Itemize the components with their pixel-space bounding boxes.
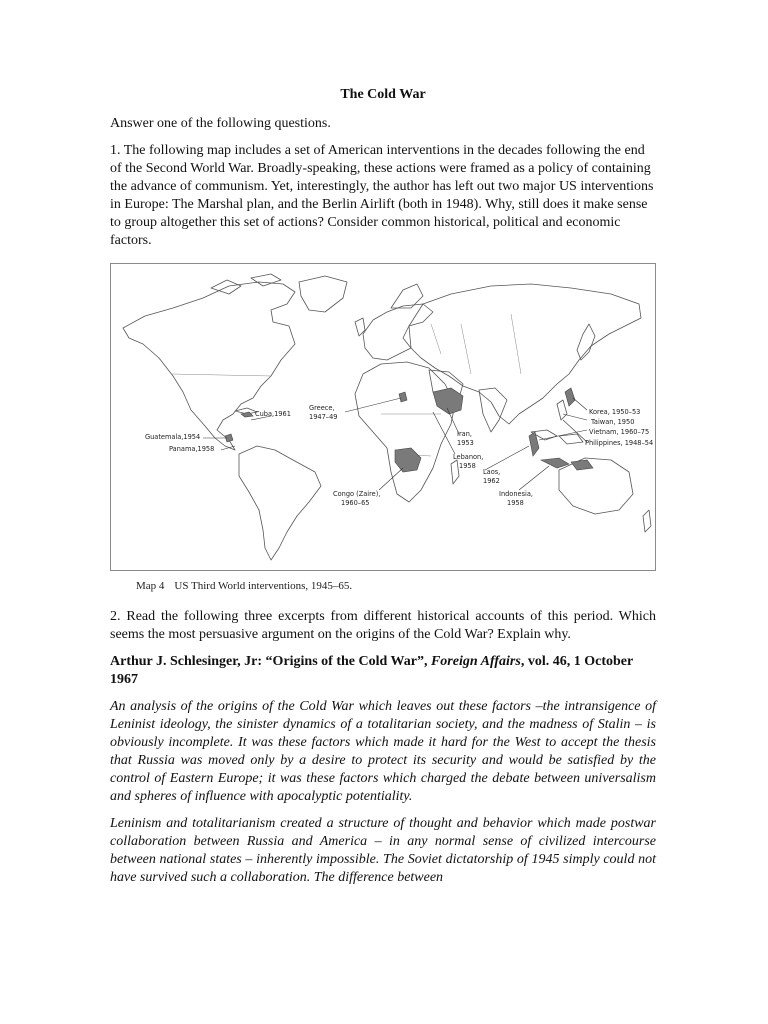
label-taiwan: Taiwan, 1950: [591, 418, 635, 426]
greenland-outline: [299, 276, 347, 312]
leader-taiwan: [563, 414, 587, 420]
label-indonesia-1: Indonesia,: [499, 490, 533, 498]
intervention-map: [110, 263, 656, 571]
label-vietnam: Vietnam, 1960–75: [589, 428, 650, 436]
europe-outline: [363, 304, 433, 360]
label-laos-1: Laos,: [483, 468, 501, 476]
japan-outline: [577, 324, 595, 360]
excerpt-paragraph-1: An analysis of the origins of the Cold War which leaves out these factors –the intransigence of Leninist ideology, the sinister dynamics of a totalitarian society, and the madness of Stalin – is obviously incomplete. It was these factors which made it hard for the West to accept the thesis that Russia was moved only by a desire to protect its security and would be satisfied by the control of Eastern Europe; it was these factors which charged the debate between universalism and spheres of influence with apocalyptic potentiality.: [110, 699, 656, 804]
label-congo-2: 1960–65: [341, 499, 370, 507]
question-1: 1. The following map includes a set of American interventions in the decades following the end of the Second World War. Broadly-speaking, these actions were framed as a policy of containing the advance of communism. Yet, interestingly, the author has left out two major US interventions in Europe: The Marshal plan, and the Berlin Airlift (both in 1948). Why, still does it make sense to group altogether this set of actions? Consider common historical, political and economic factors.: [110, 143, 654, 248]
map-caption-number: Map 4: [136, 580, 165, 592]
excerpt-reference: [110, 653, 656, 689]
label-indonesia-2: 1958: [507, 499, 524, 507]
indonesia-outline: [531, 430, 583, 444]
label-cuba: Cuba,1961: [255, 410, 291, 418]
congo-region: [395, 448, 421, 472]
indonesia-region: [541, 458, 593, 470]
india-outline: [479, 388, 507, 432]
document-title: The Cold War: [340, 87, 426, 102]
leader-laos: [485, 446, 529, 470]
leader-indonesia: [519, 466, 549, 490]
reference-journal: Foreign Affairs: [430, 654, 521, 669]
leader-korea: [573, 398, 587, 410]
label-congo-1: Congo (Zaire),: [333, 490, 381, 498]
map-caption: [136, 579, 656, 593]
label-greece-1: Greece,: [309, 404, 335, 412]
excerpt-paragraph-2: Leninism and totalitarianism created a structure of thought and behavior which made postwar collaboration between Russia and America – in any normal sense of civilized intercourse between national states – inherently impossible. The Soviet dictatorship of 1945 simply could not have survived such a collaboration. The difference between: [110, 816, 656, 885]
africa-outline: [355, 362, 455, 502]
label-panama: Panama,1958: [169, 445, 215, 453]
australia-outline: [559, 458, 633, 514]
label-guatemala: Guatemala,1954: [145, 433, 201, 441]
label-korea: Korea, 1950–53: [589, 408, 641, 416]
document-page: [110, 86, 656, 896]
label-lebanon-1: Lebanon,: [453, 453, 484, 461]
label-philippines: Philippines, 1948–54: [585, 439, 654, 447]
madagascar-outline: [451, 460, 459, 484]
question-2: 2. Read the following three excerpts from different historical accounts of this period. Which seems the most persuasive argument on the origins of the Cold War? Explain why.: [110, 609, 656, 642]
map-caption-text: US Third World interventions, 1945–65.: [174, 580, 353, 592]
reference-author-title: Arthur J. Schlesinger, Jr: “Origins of the Cold War”,: [110, 654, 431, 669]
label-greece-2: 1947–49: [309, 413, 338, 421]
south-america-outline: [239, 446, 321, 560]
label-iran-2: 1953: [457, 439, 474, 447]
korea-region: [565, 388, 575, 406]
label-iran-1: Iran,: [457, 430, 472, 438]
reference-details: , vol. 46, 1 October 1967: [110, 654, 633, 687]
label-laos-2: 1962: [483, 477, 500, 485]
philippines-outline: [557, 400, 567, 420]
new-zealand-outline: [643, 510, 651, 532]
world-map-svg: [111, 264, 655, 570]
greece-region: [399, 392, 407, 402]
instruction: Answer one of the following questions.: [110, 116, 331, 131]
label-lebanon-2: 1958: [459, 462, 476, 470]
leader-greece: [345, 398, 401, 412]
north-america-outline: [123, 282, 295, 450]
